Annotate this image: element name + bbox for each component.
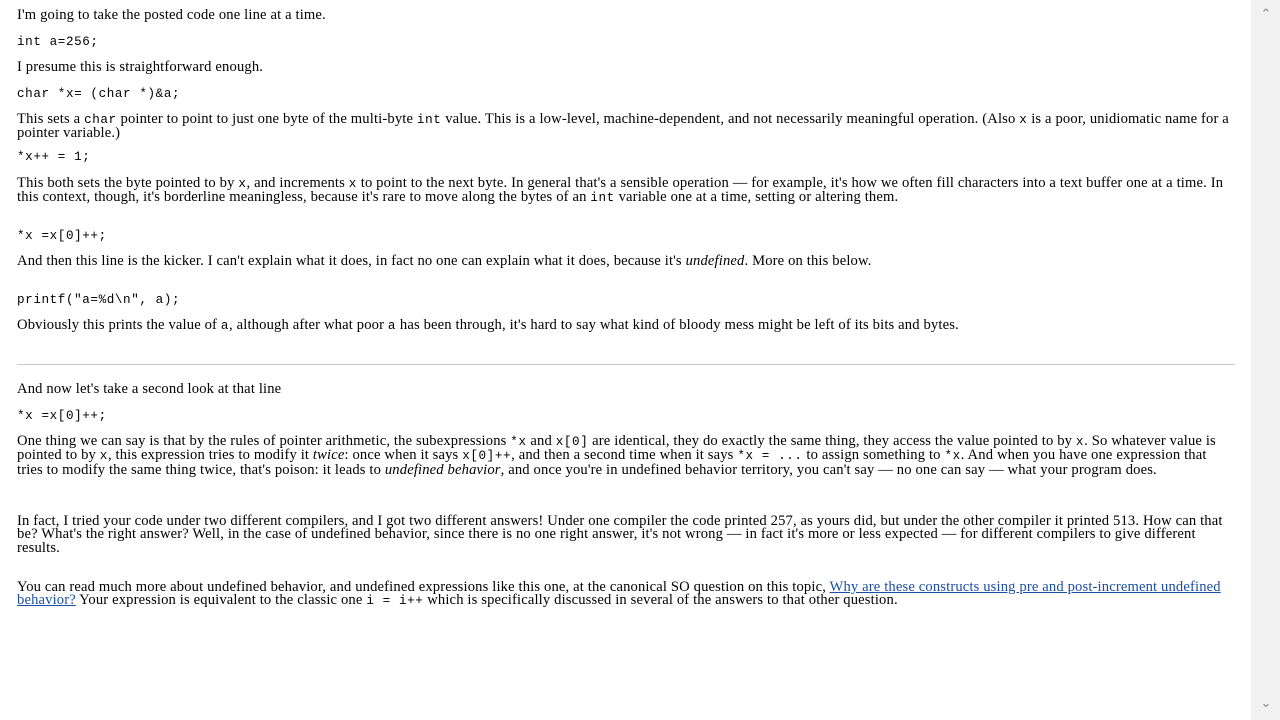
code-line-declare: int a=256; xyxy=(17,35,99,49)
code-line-increment: *x++ = 1; xyxy=(17,150,91,164)
so-question-link[interactable]: Why are these constructs using pre and post-increment undefined behavior? xyxy=(17,579,1221,609)
chevron-up-icon[interactable]: ⌃ xyxy=(1260,7,1272,22)
paragraph-char-pointer: This sets a char pointer to point to just one byte of the multi-byte int value. This is a low-level, machine-dependent, and not necessarily meaningful operation. (Also x is a poor, unidiomatic name for a pointer variable.) xyxy=(17,111,1229,142)
paragraph-further-reading: You can read much more about undefined behavior, and undefined expressions like this one, at the canonical SO question on this topic, Why are these constructs using pre and post-increment undefined behavior? Your expression is equivalent to the classic one i = i++ which is specifically discussed in several of the answers to that other question. xyxy=(17,579,1221,609)
paragraph-pointer-arithmetic: One thing we can say is that by the rules of pointer arithmetic, the subexpressions *x and x[0] are identical, they do exactly the same thing, they access the value pointed to by x. So whatever value is pointed to by x, this expression tries to modify it twice: once when it says x[0]++, and then a second time when it says *x = ... to assign something to *x. And when you have one expression that tries to modify the same thing twice, that's poison: it leads to undefined behavior, and once you're in undefined behavior territory, you can't say — no one can say — what your program does. xyxy=(17,433,1216,478)
paragraph-increment: This both sets the byte pointed to by x, and increments x to point to the next byte. In general that's a sensible operation — for example, it's how we often fill characters into a text buffer one at a time. In this context, though, it's borderline meaningless, because it's rare to move along the bytes of an int variable one at a time, setting or altering them. xyxy=(17,175,1224,206)
paragraph-compilers: In fact, I tried your code under two different compilers, and I got two different answers! Under one compiler the code printed 257, as yours did, but under the other compiler it printed 513. How can that be? What's the right answer? Well, in the case of undefined behavior, since there is no one right answer, it's not wrong — in fact it's more or less expected — for different compilers to give different results. xyxy=(17,513,1223,556)
chevron-down-icon[interactable]: ⌄ xyxy=(1260,696,1272,711)
vertical-scrollbar[interactable] xyxy=(1251,0,1280,720)
code-line-kicker-repeat: *x =x[0]++; xyxy=(17,409,107,423)
code-line-cast: char *x= (char *)&a; xyxy=(17,87,181,101)
intro-paragraph: I'm going to take the posted code one line at a time. xyxy=(17,7,326,23)
paragraph-straightforward: I presume this is straightforward enough. xyxy=(17,59,264,75)
paragraph-kicker: And then this line is the kicker. I can't explain what it does, in fact no one can explain what it does, because it's undefined. More on this below. xyxy=(17,253,872,269)
paragraph-printf: Obviously this prints the value of a, although after what poor a has been through, it's hard to say what kind of bloody mess might be left of its bits and bytes. xyxy=(17,317,959,333)
code-line-printf: printf("a=%d\n", a); xyxy=(17,293,181,307)
section-divider xyxy=(17,364,1235,365)
paragraph-second-look: And now let's take a second look at that line xyxy=(17,381,282,397)
code-line-kicker: *x =x[0]++; xyxy=(17,229,107,243)
